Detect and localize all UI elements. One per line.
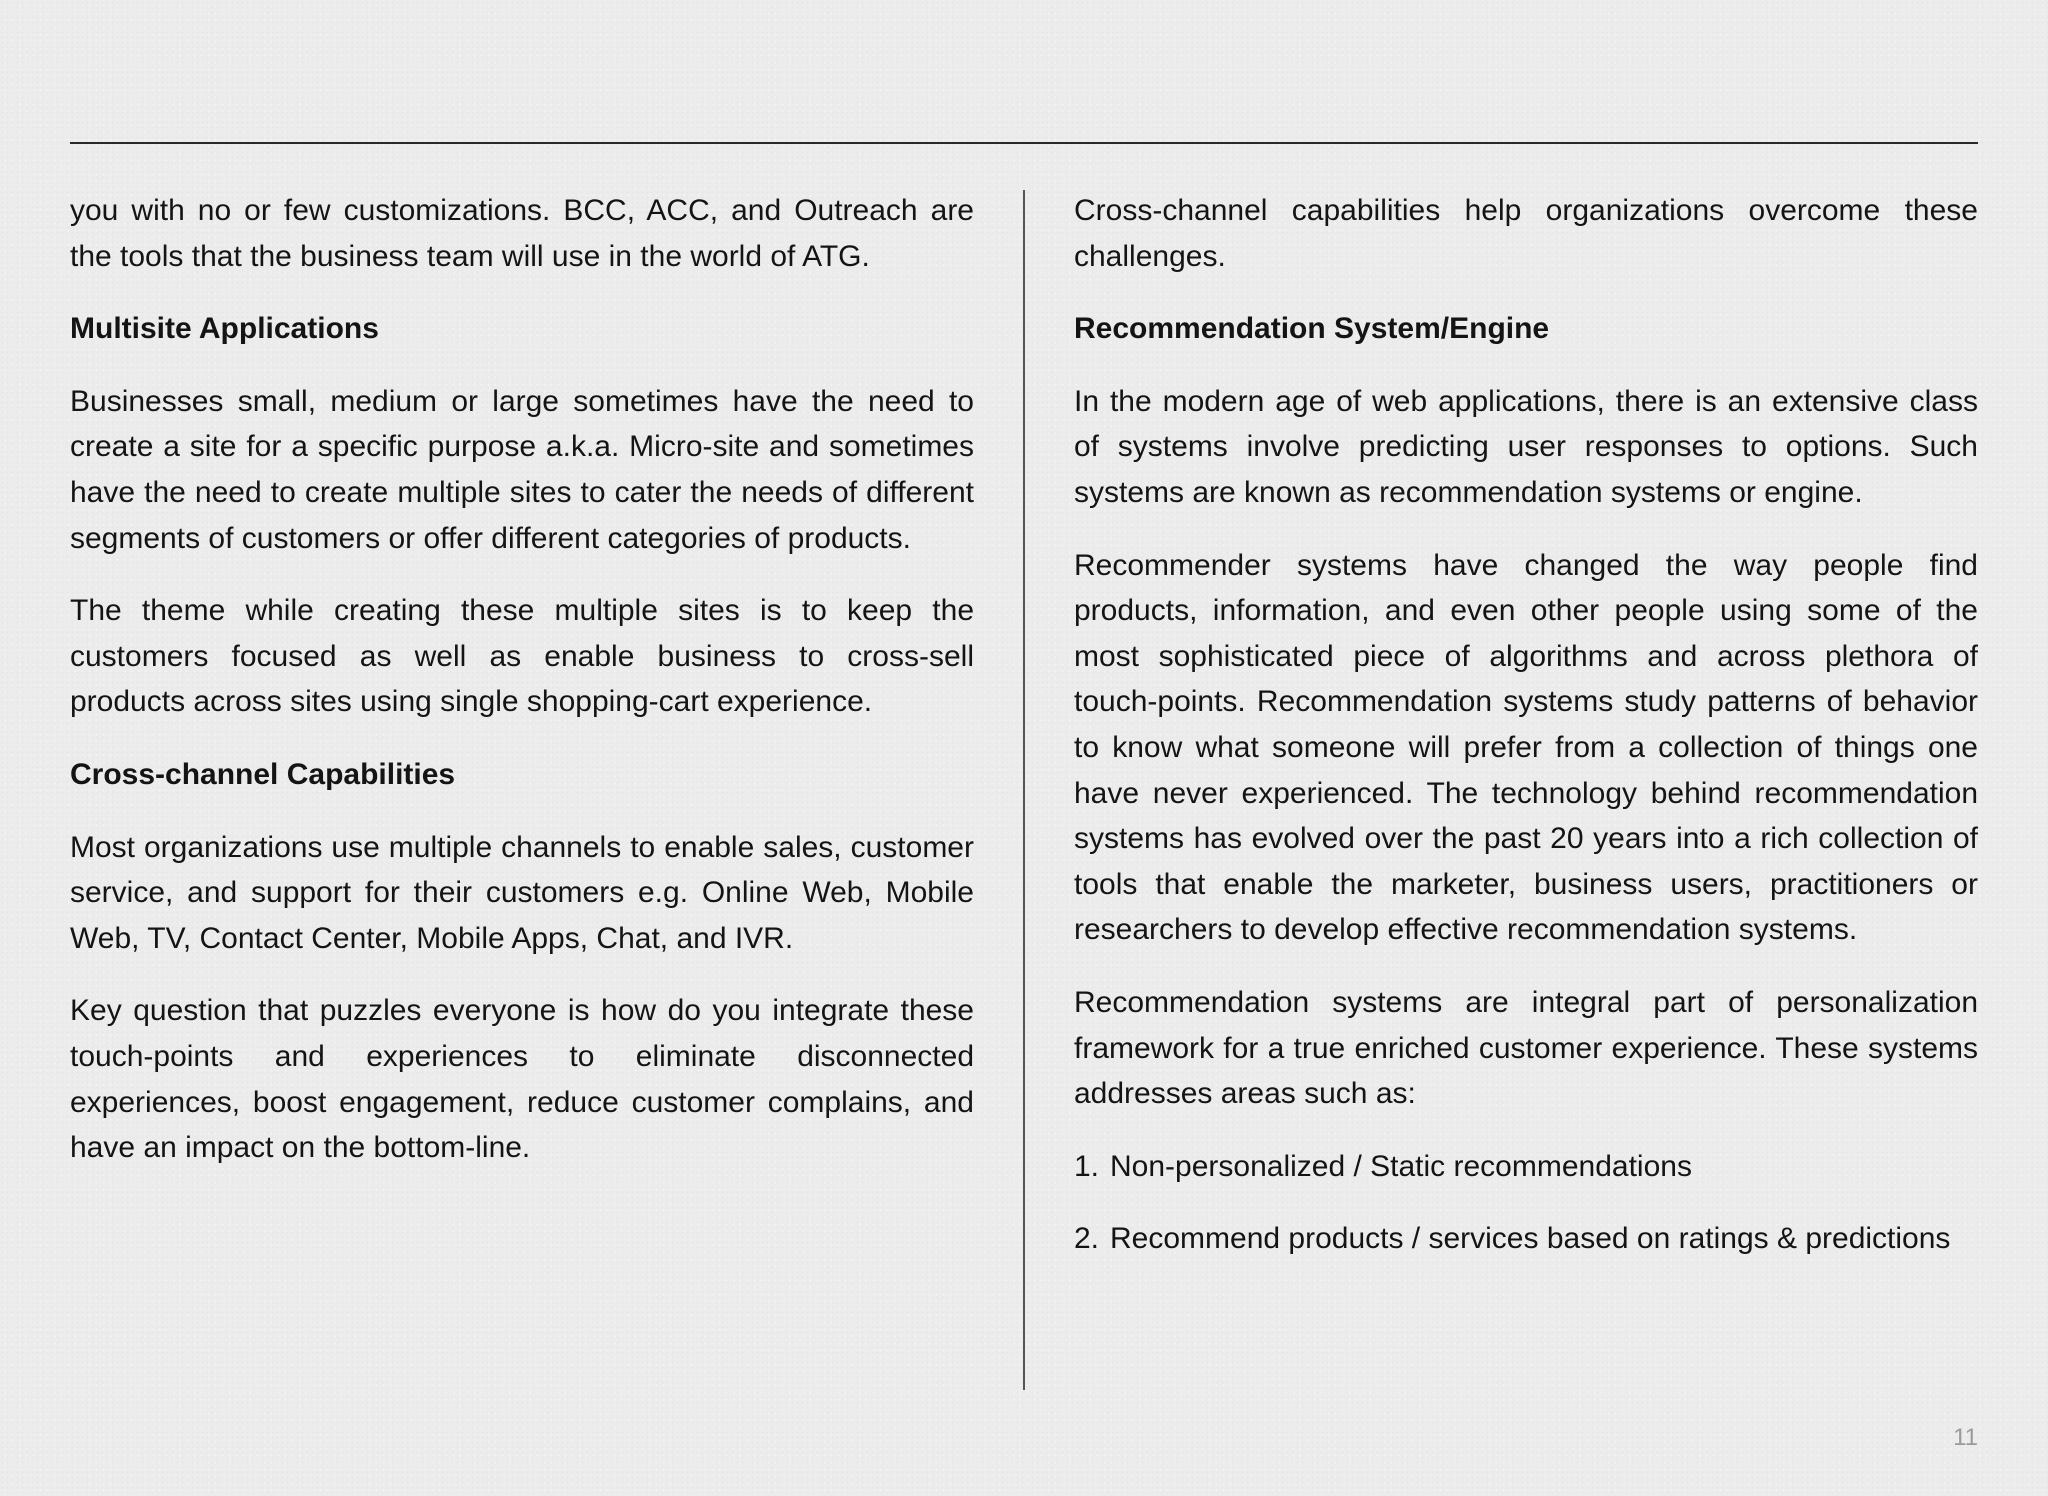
left-column [70,188,974,1198]
list-item [1074,1216,1978,1262]
paragraph-intro: you with no or few customizations. BCC, ACC, and Outreach are the tools that the business team will use in the world of ATG. [70,194,974,273]
paragraph-cross-channel-3: Cross-channel capabilities help organizations overcome these challenges. [1074,194,1978,273]
paragraph-recommendation-3: Recommendation systems are integral part of personalization framework for a true enriched customer experience. These systems addresses areas such as: [1074,985,1978,1111]
paragraph-cross-channel-1: Most organizations use multiple channels to enable sales, customer service, and support for their customers e.g. Online Web, Mobile Web, TV, Contact Center, Mobile Apps, Chat, and IVR. [70,830,974,955]
paragraph-recommendation-1: In the modern age of web applications, there is an extensive class of systems involve predicting user responses to options. Such systems are known as recommendation systems or engine. [1074,384,1978,509]
column-divider [1023,190,1025,1390]
page-number: 11 [1953,1424,1978,1451]
heading-cross-channel-capabilities: Cross-channel Capabilities [70,757,456,791]
list-item-number: 1. [1074,1149,1100,1183]
paragraph-multisite-1: Businesses small, medium or large sometimes have the need to create a site for a specific purpose a.k.a. Micro-site and sometimes have the need to create multiple sites to cater the needs of different segments of customers or offer different categories of products. [70,384,974,555]
list-item-number: 2. [1074,1222,1100,1256]
paragraph-cross-channel-2: Key question that puzzles everyone is how do you integrate these touch-points and experiences to eliminate disconnected experiences, boost engagement, reduce customer complains, and have an impact on the bottom-line. [70,994,974,1165]
list-item [1074,1144,1978,1190]
header-rule [70,142,1978,144]
recommendation-areas-list [1074,1144,1978,1262]
list-item-text: Non-personalized / Static recommendations [1110,1149,1692,1183]
paragraph-recommendation-2: Recommender systems have changed the way people find products, information, and even other people using some of the most sophisticated piece of algorithms and across plethora of touch-points. Recommendation systems study patterns of behavior to know what someone will prefer from a collection of things one have never experienced. The technology behind recommendation systems has evolved over the past 20 years into a rich collection of tools that enable the marketer, business users, practitioners or researchers to develop effective recommendation systems. [1074,548,1978,947]
paragraph-multisite-2: The theme while creating these multiple sites is to keep the customers focused as well as enable business to cross-sell products across sites using single shopping-cart experience. [70,594,974,719]
heading-multisite-applications: Multisite Applications [70,312,379,346]
list-item-text: Recommend products / services based on ratings & predictions [1110,1222,1951,1256]
heading-recommendation-system: Recommendation System/Engine [1074,312,1550,346]
right-column [1074,188,1978,1289]
